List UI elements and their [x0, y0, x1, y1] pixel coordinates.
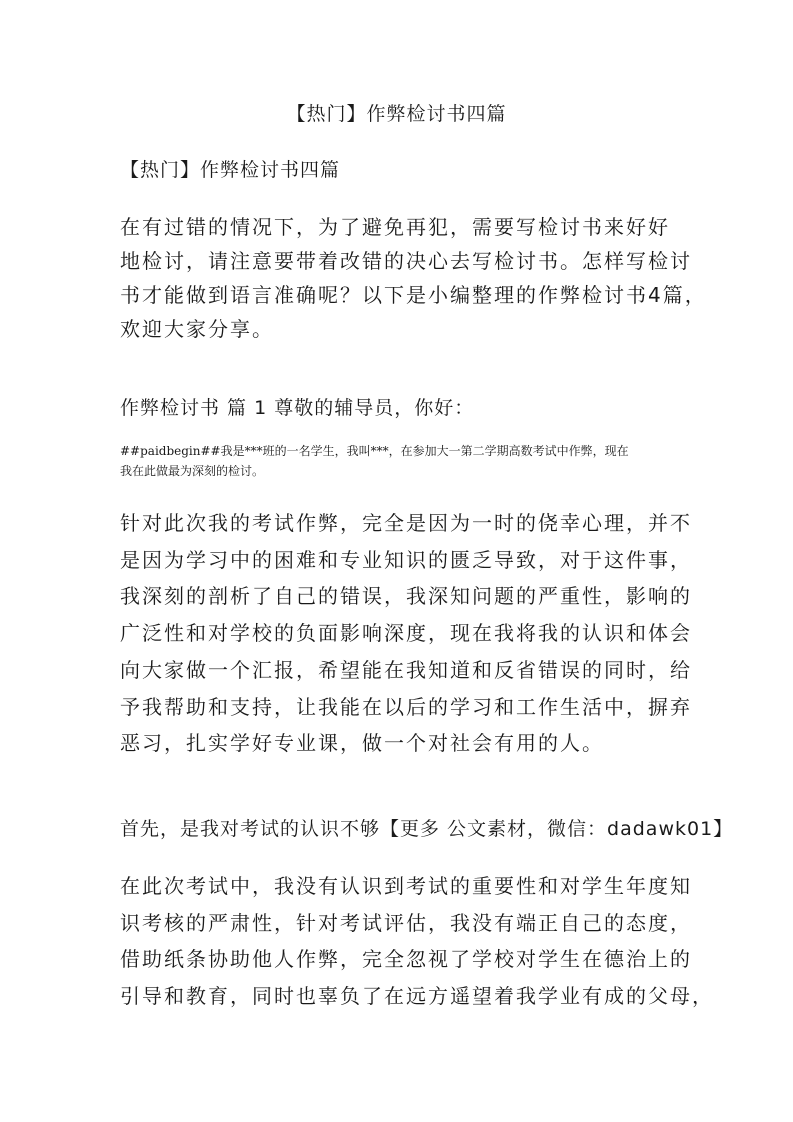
article-heading: 作弊检讨书 篇 1 尊敬的辅导员，你好：	[120, 397, 475, 419]
document-title: 【热门】作弊检讨书四篇	[286, 103, 507, 125]
body-line: 借助纸条协助他人作弊，完全忽视了学校对学生在德治上的	[120, 947, 692, 972]
document-subtitle: 【热门】作弊检讨书四篇	[120, 159, 341, 181]
small-print-line: 我在此做最为深刻的检讨。	[120, 464, 265, 478]
small-print-paragraph	[120, 441, 680, 481]
body-line: 是因为学习中的困难和专业知识的匮乏导致，对于这件事，	[120, 547, 692, 572]
intro-line: 欢迎大家分享。	[120, 317, 274, 341]
body-paragraph-1	[120, 505, 692, 762]
body-line: 引导和教育，同时也辜负了在远方遥望着我学业有成的父母，	[120, 984, 714, 1009]
body-line: 我深刻的剖析了自己的错误，我深知问题的严重性，影响的	[120, 584, 692, 609]
intro-paragraph	[120, 210, 707, 346]
small-print-line: ##paidbegin##我是***班的一名学生，我叫***，在参加大一第二学期高数考试中作弊，现在	[120, 444, 629, 458]
body-line: 在此次考试中，我没有认识到考试的重要性和对学生年度知	[120, 874, 692, 898]
intro-line: 地检讨，请注意要带着改错的决心去写检讨书。怎样写检讨	[120, 249, 692, 273]
intro-line: 在有过错的情况下，为了避免再犯，需要写检讨书来好好	[120, 215, 670, 239]
body-line: 予我帮助和支持，让我能在以后的学习和工作生活中，摒弃	[120, 694, 692, 719]
body-line: 针对此次我的考试作弊，完全是因为一时的侥幸心理，并不	[120, 511, 692, 535]
section-heading-first-point: 首先，是我对考试的认识不够【更多 公文素材，微信：dadawk01】	[120, 818, 734, 840]
body-line: 识考核的严肃性，针对考试评估，我没有端正自己的态度，	[120, 910, 692, 935]
intro-line: 书才能做到语言准确呢？以下是小编整理的作弊检讨书4篇，	[120, 283, 707, 307]
body-line: 广泛性和对学校的负面影响深度，现在我将我的认识和体会	[120, 621, 692, 646]
body-line: 恶习，扎实学好专业课，做一个对社会有用的人。	[120, 731, 604, 756]
body-line: 向大家做一个汇报，希望能在我知道和反省错误的同时，给	[120, 657, 692, 682]
body-paragraph-2	[120, 868, 714, 1015]
